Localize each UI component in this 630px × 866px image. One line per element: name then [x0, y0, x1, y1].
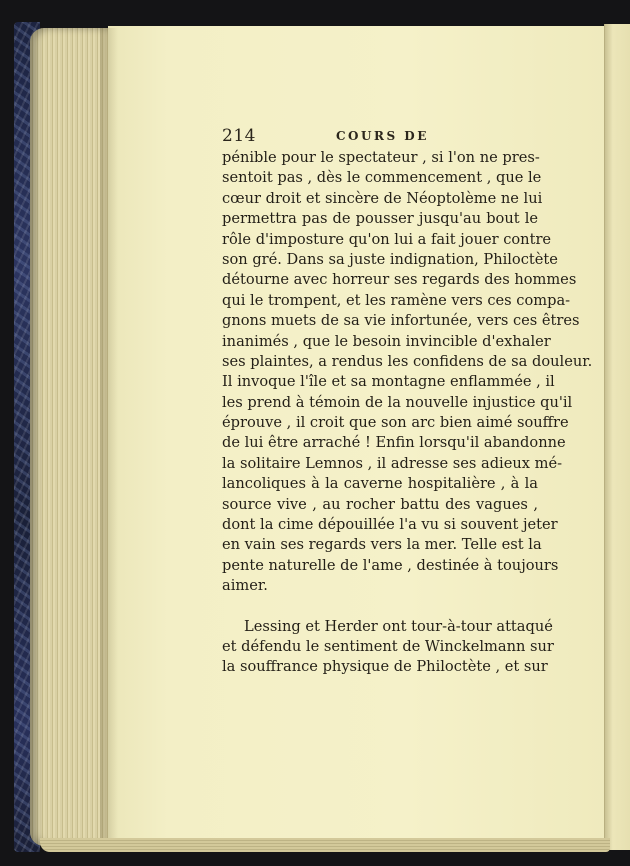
text-line: qui le trompent, et les ramène vers ces compa- [222, 291, 571, 309]
text-line: sentoit pas , dès le commencement , que le [222, 169, 542, 187]
text-line: pénible pour le spectateur , si l'on ne pres- [222, 149, 540, 166]
text-line: détourne avec horreur ses regards des hommes [222, 271, 577, 289]
text-line: dont la cime dépouillée l'a vu si souvent jeter [222, 516, 558, 534]
running-head [222, 126, 522, 148]
text-line: pente naturelle de l'ame , destinée à toujours [222, 556, 559, 574]
text-line: de lui être arraché ! Enfin lorsqu'il abandonne [222, 434, 566, 452]
page-bottom-edge [40, 838, 610, 852]
paragraph-gap [222, 597, 538, 617]
text-line: gnons muets de sa vie infortunée, vers ces êtres [222, 312, 580, 330]
text-line: Il invoque l'île et sa montagne enflammée , il [222, 373, 555, 391]
text-line: et défendu le sentiment de Winckelmann sur [222, 637, 554, 655]
text-line: rôle d'imposture qu'on lui a fait jouer contre [222, 230, 552, 248]
text-line: lancoliques à la caverne hospitalière , à la [222, 475, 538, 493]
text-line: cœur droit et sincère de Néoptolème ne lui [222, 189, 543, 207]
text-line: Lessing et Herder ont tour-à-tour attaqué [244, 617, 553, 635]
body-text [222, 148, 593, 678]
text-line: inanimés , que le besoin invincible d'exhaler [222, 332, 551, 350]
text-line: son gré. Dans sa juste indignation, Philoctète [222, 250, 558, 268]
facing-page-edge [604, 24, 630, 850]
gutter-shadow [100, 28, 118, 846]
text-line: en vain ses regards vers la mer. Telle est la [222, 536, 542, 554]
text-line: les prend à témoin de la nouvelle injustice qu'il [222, 393, 573, 411]
paragraph-2 [222, 617, 554, 678]
text-line: source vive , au rocher battu des vagues , [222, 495, 538, 513]
text-line: aimer. [222, 577, 268, 595]
text-line: permettra pas de pousser jusqu'au bout le [222, 210, 538, 228]
running-title: COURS DE [336, 129, 429, 143]
text-line: la souffrance physique de Philoctète , et sur [222, 658, 548, 676]
paragraph-1 [222, 148, 593, 597]
text-line: ses plaintes, a rendus les confidens de sa douleur. [222, 352, 593, 370]
text-line: la solitaire Lemnos , il adresse ses adieux mé- [222, 454, 563, 472]
page-number: 214 [222, 126, 256, 146]
text-line: éprouve , il croit que son arc bien aimé souffre [222, 414, 569, 432]
